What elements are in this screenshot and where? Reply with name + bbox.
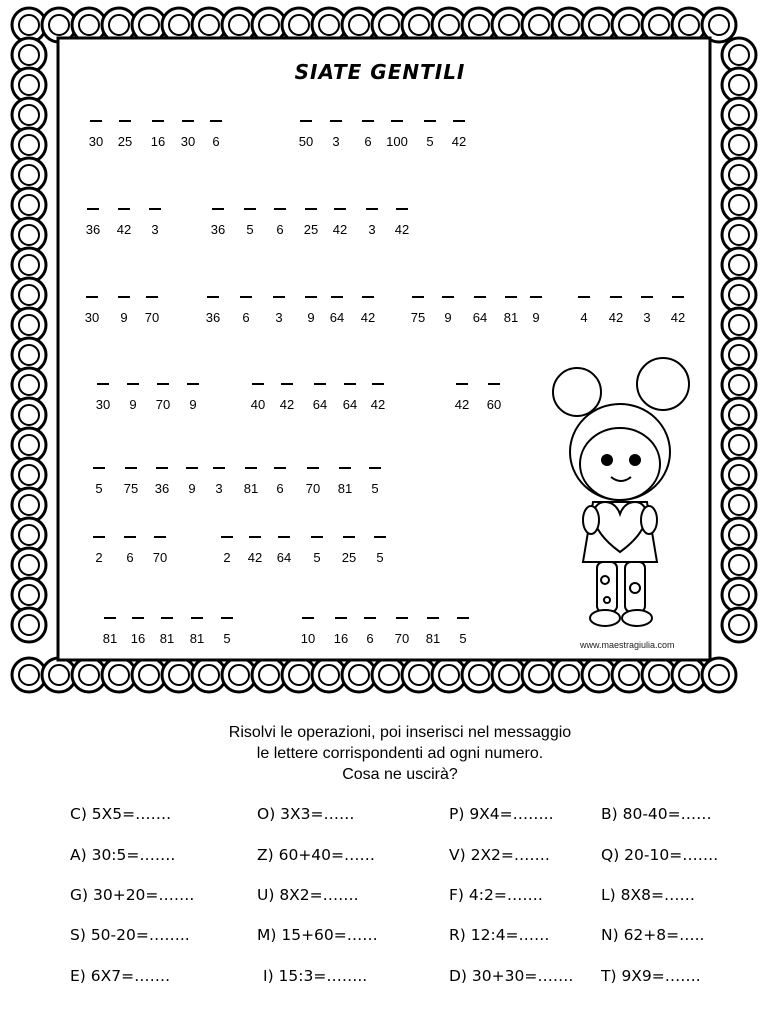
- operation-item: U) 8X2=…….: [257, 886, 359, 904]
- puzzle-number-slot: 60: [472, 383, 516, 413]
- puzzle-number-slot: 16: [136, 120, 180, 150]
- puzzle-number-slot: 42: [233, 536, 277, 566]
- operation-item: R) 12:4=……: [449, 926, 550, 944]
- operation-item: A) 30:5=…….: [70, 846, 176, 864]
- puzzle-number-slot: 42: [265, 383, 309, 413]
- operation-item: C) 5X5=…….: [70, 805, 172, 823]
- operation-item: T) 9X9=…….: [601, 967, 701, 985]
- puzzle-number-slot: 81: [145, 617, 189, 647]
- girl-with-heart-illustration: [545, 352, 695, 642]
- operation-item: B) 80-40=……: [601, 805, 712, 823]
- puzzle-number-slot: 4: [562, 296, 606, 326]
- puzzle-number-slot: 70: [130, 296, 174, 326]
- puzzle-number-slot: 3: [350, 208, 394, 238]
- puzzle-number-slot: 6: [108, 536, 152, 566]
- puzzle-number-slot: 5: [358, 536, 402, 566]
- puzzle-number-slot: 100: [375, 120, 419, 150]
- puzzle-number-slot: 9: [170, 467, 214, 497]
- puzzle-number-slot: 25: [327, 536, 371, 566]
- puzzle-number-slot: 42: [440, 383, 484, 413]
- puzzle-number-slot: 10: [286, 617, 330, 647]
- puzzle-number-slot: 2: [205, 536, 249, 566]
- puzzle-number-slot: 3: [133, 208, 177, 238]
- operation-item: E) 6X7=…….: [70, 967, 171, 985]
- operation-item: L) 8X8=……: [601, 886, 695, 904]
- puzzle-number-slot: 30: [70, 296, 114, 326]
- puzzle-number-slot: 9: [171, 383, 215, 413]
- puzzle-number-slot: 9: [289, 296, 333, 326]
- puzzle-number-slot: 9: [111, 383, 155, 413]
- puzzle-number-slot: 75: [109, 467, 153, 497]
- puzzle-number-slot: 6: [224, 296, 268, 326]
- operation-item: F) 4:2=…….: [449, 886, 543, 904]
- puzzle-number-slot: 42: [380, 208, 424, 238]
- puzzle-number-slot: 5: [228, 208, 272, 238]
- puzzle-number-slot: 16: [319, 617, 363, 647]
- puzzle-number-slot: 9: [426, 296, 470, 326]
- operation-item: Z) 60+40=……: [257, 846, 376, 864]
- puzzle-number-slot: 5: [441, 617, 485, 647]
- puzzle-number-slot: 9: [514, 296, 558, 326]
- puzzle-number-slot: 64: [328, 383, 372, 413]
- operation-item: N) 62+8=…..: [601, 926, 705, 944]
- puzzle-number-slot: 6: [348, 617, 392, 647]
- puzzle-number-slot: 70: [380, 617, 424, 647]
- page-title: SIATE GENTILI: [294, 60, 466, 84]
- operation-item: D) 30+30=…….: [449, 967, 574, 985]
- puzzle-number-slot: 2: [77, 536, 121, 566]
- puzzle-number-slot: 5: [295, 536, 339, 566]
- operation-item: V) 2X2=…….: [449, 846, 550, 864]
- puzzle-number-slot: 42: [318, 208, 362, 238]
- puzzle-number-slot: 81: [411, 617, 455, 647]
- puzzle-number-slot: 42: [346, 296, 390, 326]
- puzzle-number-slot: 36: [140, 467, 184, 497]
- puzzle-number-slot: 40: [236, 383, 280, 413]
- operation-item: Q) 20-10=…….: [601, 846, 719, 864]
- puzzle-number-slot: 30: [166, 120, 210, 150]
- puzzle-number-slot: 3: [314, 120, 358, 150]
- puzzle-number-slot: 6: [194, 120, 238, 150]
- instruction-line: Risolvi le operazioni, poi inserisci nel messaggio: [228, 724, 572, 741]
- puzzle-number-slot: 5: [408, 120, 452, 150]
- puzzle-number-slot: 64: [458, 296, 502, 326]
- instruction-line: le lettere corrispondenti ad ogni numero.: [256, 745, 544, 762]
- puzzle-number-slot: 75: [396, 296, 440, 326]
- operation-item: M) 15+60=……: [257, 926, 378, 944]
- puzzle-number-slot: 25: [289, 208, 333, 238]
- puzzle-number-slot: 81: [88, 617, 132, 647]
- puzzle-number-slot: 81: [323, 467, 367, 497]
- puzzle-number-slot: 42: [594, 296, 638, 326]
- puzzle-number-slot: 70: [291, 467, 335, 497]
- puzzle-number-slot: 42: [656, 296, 700, 326]
- puzzle-number-slot: 9: [102, 296, 146, 326]
- puzzle-number-slot: 36: [191, 296, 235, 326]
- puzzle-number-slot: 25: [103, 120, 147, 150]
- puzzle-number-slot: 64: [262, 536, 306, 566]
- puzzle-number-slot: 81: [229, 467, 273, 497]
- puzzle-number-slot: 5: [353, 467, 397, 497]
- puzzle-number-slot: 3: [625, 296, 669, 326]
- puzzle-number-slot: 6: [258, 208, 302, 238]
- operation-item: P) 9X4=……..: [449, 805, 554, 823]
- puzzle-number-slot: 30: [81, 383, 125, 413]
- puzzle-number-slot: 36: [196, 208, 240, 238]
- puzzle-number-slot: 5: [205, 617, 249, 647]
- puzzle-number-slot: 30: [74, 120, 118, 150]
- puzzle-number-slot: 81: [489, 296, 533, 326]
- puzzle-number-slot: 42: [102, 208, 146, 238]
- puzzle-number-slot: 50: [284, 120, 328, 150]
- puzzle-number-slot: 6: [258, 467, 302, 497]
- website-credit: www.maestragiulia.com: [580, 640, 675, 650]
- operation-item: S) 50-20=……..: [70, 926, 190, 944]
- operation-item: G) 30+20=…….: [70, 886, 195, 904]
- operation-item: I) 15:3=……..: [263, 967, 368, 985]
- puzzle-number-slot: 42: [356, 383, 400, 413]
- puzzle-number-slot: 6: [346, 120, 390, 150]
- puzzle-number-slot: 16: [116, 617, 160, 647]
- puzzle-number-slot: 5: [77, 467, 121, 497]
- instruction-line: Cosa ne uscirà?: [342, 766, 458, 783]
- puzzle-number-slot: 42: [437, 120, 481, 150]
- puzzle-number-slot: 64: [315, 296, 359, 326]
- puzzle-number-slot: 81: [175, 617, 219, 647]
- puzzle-number-slot: 70: [138, 536, 182, 566]
- puzzle-number-slot: 3: [257, 296, 301, 326]
- operation-item: O) 3X3=……: [257, 805, 355, 823]
- puzzle-number-slot: 64: [298, 383, 342, 413]
- puzzle-number-slot: 3: [197, 467, 241, 497]
- puzzle-number-slot: 70: [141, 383, 185, 413]
- instructions: [140, 722, 660, 785]
- puzzle-number-slot: 36: [71, 208, 115, 238]
